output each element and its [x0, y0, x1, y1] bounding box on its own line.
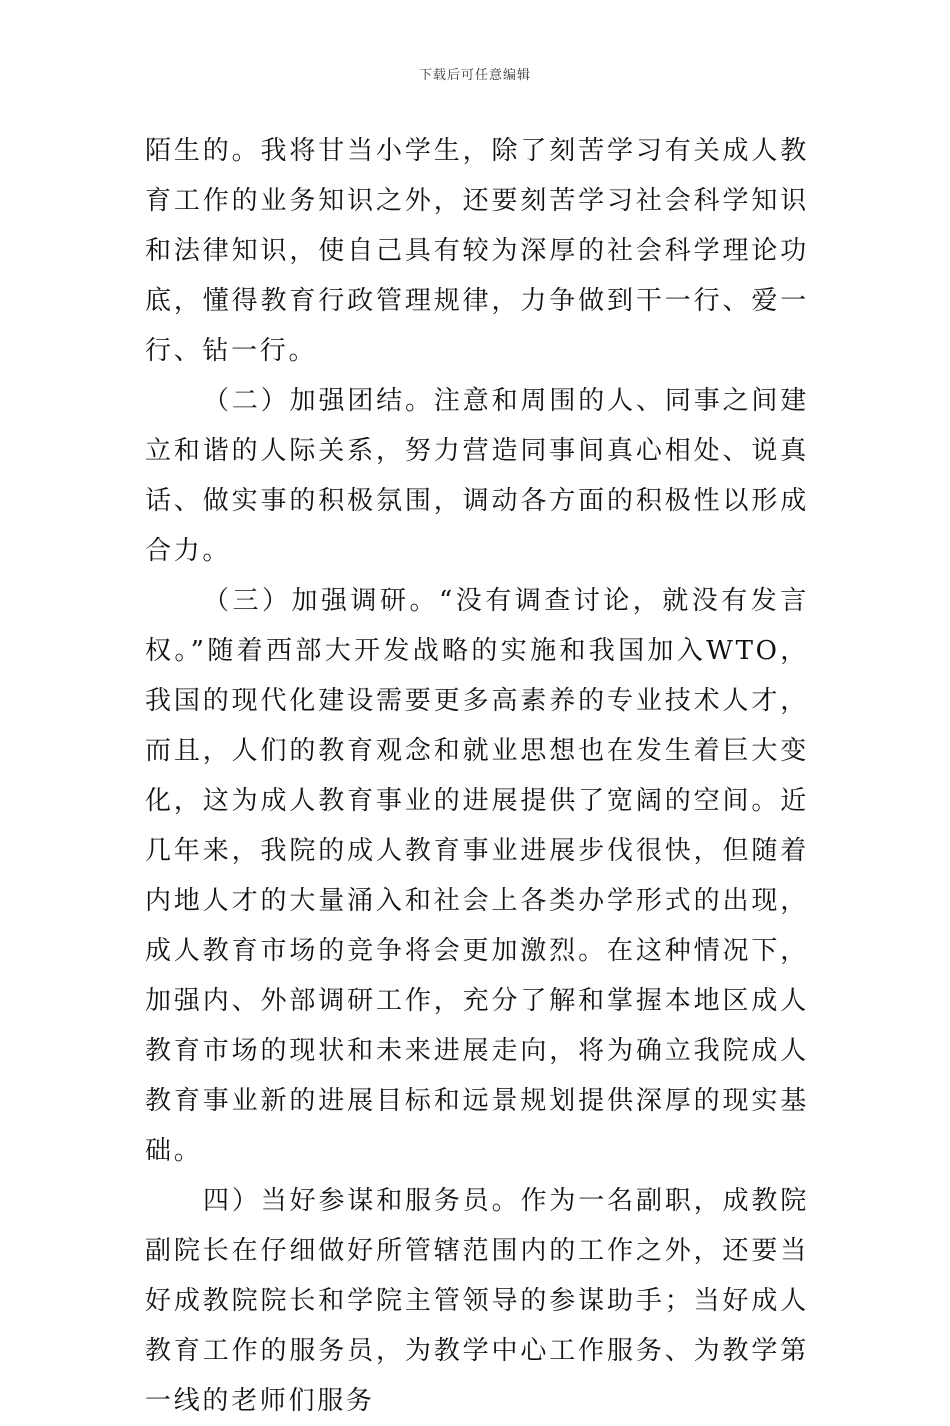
page-header: 下载后可任意编辑 [418, 68, 531, 83]
document-body [145, 126, 809, 1426]
paragraph-unity: （二）加强团结。注意和周围的人、同事之间建立和谐的人际关系，努力营造同事间真心相处、说真话、做实事的积极氛围，调动各方面的积极性以形成合力。 [145, 386, 809, 566]
paragraph-continuation: 陌生的。我将甘当小学生，除了刻苦学习有关成人教育工作的业务知识之外，还要刻苦学习社会科学知识和法律知识，使自己具有较为深厚的社会科学理论功底，懂得教育行政管理规律，力争做到干一行、爱一行、钻一行。 [145, 136, 809, 366]
paragraph-research: （三）加强调研。“没有调查讨论，就没有发言权。”随着西部大开发战略的实施和我国加入WTO，我国的现代化建设需要更多高素养的专业技术人才，而且，人们的教育观念和就业思想也在发生着巨大变化，这为成人教育事业的进展提供了宽阔的空间。近几年来，我院的成人教育事业进展步伐很快，但随着内地人才的大量涌入和社会上各类办学形式的出现，成人教育市场的竞争将会更加激烈。在这种情况下，加强内、外部调研工作，充分了解和掌握本地区成人教育市场的现状和未来进展走向，将为确立我院成人教育事业新的进展目标和远景规划提供深厚的现实基础。 [145, 586, 809, 1166]
paragraph-advisor: 四）当好参谋和服务员。作为一名副职，成教院副院长在仔细做好所管辖范围内的工作之外，还要当好成教院院长和学院主管领导的参谋助手；当好成人教育工作的服务员，为教学中心工作服务、为教学第一线的老师们服务 [145, 1186, 809, 1416]
